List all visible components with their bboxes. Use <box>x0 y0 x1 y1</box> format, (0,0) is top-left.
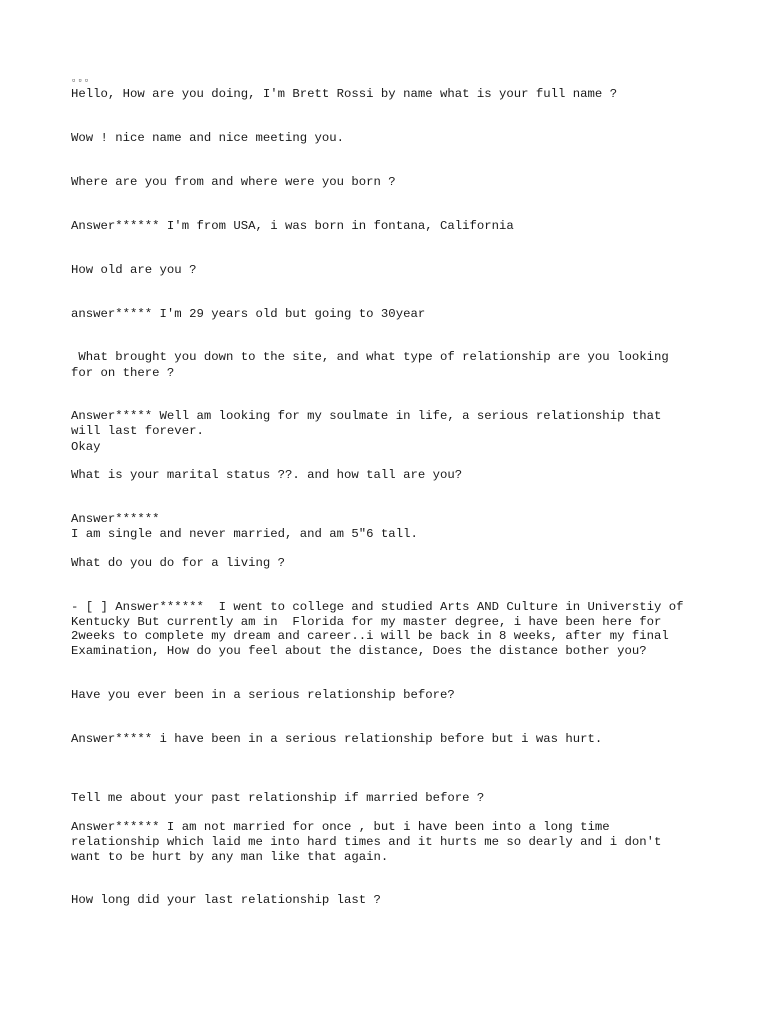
text-line: Okay <box>71 440 101 454</box>
text-line: Have you ever been in a serious relationship before? <box>71 688 455 702</box>
text-line: Answer****** I'm from USA, i was born in fontana, California <box>71 219 514 233</box>
text-line: Answer****** I am not married for once , but i have been into a long time <box>71 820 610 834</box>
text-line: Hello, How are you doing, I'm Brett Rossi by name what is your full name ? <box>71 87 618 101</box>
text-line: How old are you ? <box>71 263 197 277</box>
text-line: I am single and never married, and am 5"6 tall. <box>71 527 418 541</box>
text-line: What brought you down to the site, and what type of relationship are you looking <box>71 350 669 364</box>
header-glyphs: ▫▫▫ <box>71 76 91 86</box>
text-line: answer***** I'm 29 years old but going to 30year <box>71 307 426 321</box>
text-line: relationship which laid me into hard times and it hurts me so dearly and i don't <box>71 835 662 849</box>
text-line: will last forever. <box>71 424 204 438</box>
text-line: What do you do for a living ? <box>71 556 286 570</box>
text-line: Answer***** Well am looking for my soulmate in life, a serious relationship that <box>71 409 662 423</box>
text-line: Tell me about your past relationship if married before ? <box>71 791 485 805</box>
text-line: for on there ? <box>71 366 175 380</box>
text-line: - [ ] Answer****** I went to college and studied Arts AND Culture in Universtiy of <box>71 600 684 614</box>
text-line: 2weeks to complete my dream and career..i will be back in 8 weeks, after my final <box>71 629 669 643</box>
text-line: Kentucky But currently am in Florida for my master degree, i have been here for <box>71 615 662 629</box>
text-line: How long did your last relationship last ? <box>71 893 381 907</box>
text-line: Wow ! nice name and nice meeting you. <box>71 131 345 145</box>
text-line: Where are you from and where were you born ? <box>71 175 396 189</box>
text-line: want to be hurt by any man like that again. <box>71 850 389 864</box>
text-line: Examination, How do you feel about the distance, Does the distance bother you? <box>71 644 647 658</box>
text-line: What is your marital status ??. and how tall are you? <box>71 468 463 482</box>
text-line: Answer****** <box>71 512 160 526</box>
text-line: Answer***** i have been in a serious relationship before but i was hurt. <box>71 732 603 746</box>
